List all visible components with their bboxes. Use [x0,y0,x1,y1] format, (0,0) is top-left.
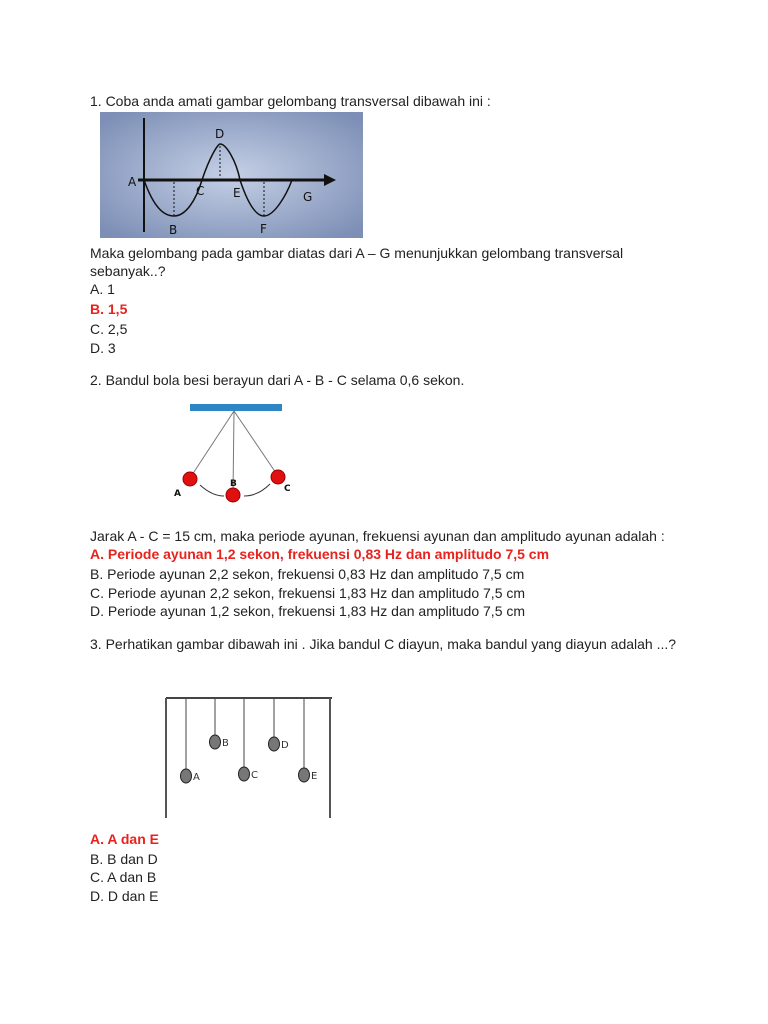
coupled-pendulum-figure [164,692,334,820]
pendulum-label-a: A [174,489,181,499]
swing-arrow-bc [244,484,270,496]
q1-text-line2: sebanyak..? [90,263,166,279]
wave-label-g: G [303,190,313,204]
q1-option-a[interactable]: A. 1 [90,281,115,297]
wave-label-a: A [128,175,137,189]
q2-option-c[interactable]: C. Periode ayunan 2,2 sekon, frekuensi 1,83 Hz dan amplitudo 7,5 cm [90,585,526,601]
q1-option-b[interactable]: B. 1,5 [90,301,128,317]
pendulum-figure [160,400,310,499]
bob-label-a: A [193,772,200,783]
pendulum-label-b: B [230,479,237,489]
pendulum-string-c [234,411,278,476]
pendulum-string-a [190,411,234,478]
q1-text-line1: Maka gelombang pada gambar diatas dari A – G menunjukkan gelombang transversal [90,245,624,261]
q1-question: 1. Coba anda amati gambar gelombang transversal dibawah ini : [90,93,491,109]
q2-option-b[interactable]: B. Periode ayunan 2,2 sekon, frekuensi 0,83 Hz dan amplitudo 7,5 cm [90,566,525,582]
bob-c [239,767,250,781]
pendulum-ball-c [271,470,285,484]
q2-option-a[interactable]: A. Periode ayunan 1,2 sekon, frekuensi 0,83 Hz dan amplitudo 7,5 cm [90,546,550,562]
q3-option-b[interactable]: B. B dan D [90,851,158,867]
pendulum-label-c: C [284,484,291,494]
q3-option-c[interactable]: C. A dan B [90,869,157,885]
transverse-wave-figure [100,112,363,238]
bob-label-b: B [222,738,229,749]
wave-label-c: C [196,184,205,198]
q1-option-c[interactable]: C. 2,5 [90,321,128,337]
bob-label-e: E [311,771,318,782]
q2-text: Jarak A - C = 15 cm, maka periode ayunan, frekuensi ayunan dan amplitudo ayunan adalah : [90,528,665,544]
bob-label-c: C [251,770,258,781]
swing-arrow-ab [200,485,224,496]
q2-option-d[interactable]: D. Periode ayunan 1,2 sekon, frekuensi 1,83 Hz dan amplitudo 7,5 cm [90,603,526,619]
pendulum-support-bar [190,404,282,411]
q3-option-d[interactable]: D. D dan E [90,888,159,904]
wave-label-d: D [215,127,225,141]
bob-e [299,768,310,782]
bob-b [210,735,221,749]
q3-option-a[interactable]: A. A dan E [90,831,159,847]
bob-label-d: D [281,740,289,751]
q1-option-d[interactable]: D. 3 [90,340,116,356]
wave-figure-background [100,112,363,238]
bob-d [269,737,280,751]
q2-question: 2. Bandul bola besi berayun dari A - B - C selama 0,6 sekon. [90,372,465,388]
wave-label-b: B [169,223,178,237]
pendulum-ball-a [183,472,197,486]
pendulum-ball-b [226,488,240,502]
q3-question: 3. Perhatikan gambar dibawah ini . Jika bandul C diayun, maka bandul yang diayun adalah ...? [90,636,677,652]
bob-a [181,769,192,783]
wave-label-f: F [260,222,267,236]
wave-label-e: E [233,186,241,200]
